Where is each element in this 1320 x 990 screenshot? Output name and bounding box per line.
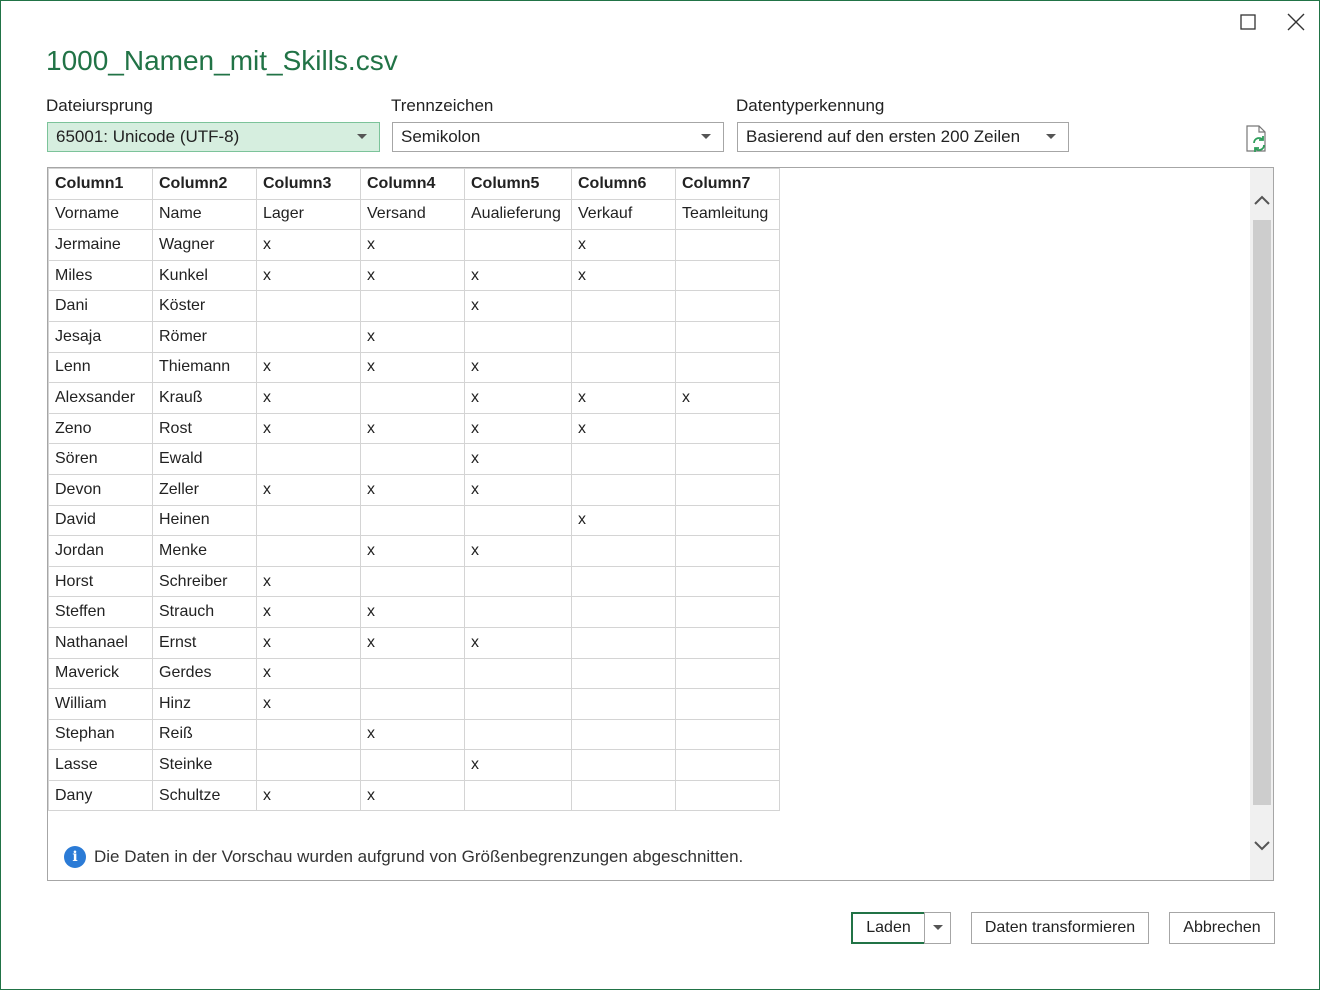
table-cell: x xyxy=(257,627,361,658)
table-cell xyxy=(572,352,676,383)
table-cell: x xyxy=(572,260,676,291)
table-cell: x xyxy=(361,536,465,567)
table-cell xyxy=(465,566,572,597)
table-cell: Horst xyxy=(49,566,153,597)
table-cell: Römer xyxy=(153,321,257,352)
table-cell: Zeller xyxy=(153,474,257,505)
maximize-icon xyxy=(1240,14,1256,30)
table-cell: x xyxy=(361,474,465,505)
table-cell: x xyxy=(361,352,465,383)
table-cell xyxy=(465,689,572,720)
table-cell xyxy=(572,750,676,781)
delimiter-value: Semikolon xyxy=(401,127,481,146)
column-header[interactable]: Column4 xyxy=(361,169,465,200)
table-cell: x xyxy=(257,383,361,414)
table-cell: Heinen xyxy=(153,505,257,536)
chevron-down-icon xyxy=(701,134,711,139)
column-header[interactable]: Column2 xyxy=(153,169,257,200)
refresh-icon[interactable] xyxy=(1245,125,1271,153)
table-cell xyxy=(676,689,780,720)
type-detection-label: Datentyperkennung xyxy=(736,96,885,115)
table-cell xyxy=(572,536,676,567)
table-row xyxy=(49,474,780,505)
table-cell xyxy=(361,689,465,720)
table-cell xyxy=(465,719,572,750)
table-cell xyxy=(676,505,780,536)
close-button[interactable] xyxy=(1283,9,1309,35)
table-cell: x xyxy=(257,352,361,383)
table-row xyxy=(49,780,780,811)
table-cell: Sören xyxy=(49,444,153,475)
table-cell: Rost xyxy=(153,413,257,444)
table-cell: Ewald xyxy=(153,444,257,475)
table-row xyxy=(49,536,780,567)
file-origin-label: Dateiursprung xyxy=(46,96,153,115)
table-row xyxy=(49,627,780,658)
table-cell xyxy=(465,597,572,628)
table-cell: Miles xyxy=(49,260,153,291)
table-cell: x xyxy=(361,413,465,444)
column-header[interactable]: Column5 xyxy=(465,169,572,200)
table-cell: Thiemann xyxy=(153,352,257,383)
table-cell: x xyxy=(572,383,676,414)
table-cell: x xyxy=(465,474,572,505)
table-cell: x xyxy=(257,689,361,720)
table-cell xyxy=(676,627,780,658)
table-row xyxy=(49,413,780,444)
load-options-button[interactable] xyxy=(924,912,951,944)
type-detection-value: Basierend auf den ersten 200 Zeilen xyxy=(746,127,1021,146)
table-cell: x xyxy=(257,474,361,505)
table-cell: x xyxy=(572,230,676,261)
table-cell xyxy=(676,352,780,383)
table-cell: x xyxy=(257,413,361,444)
table-cell: x xyxy=(465,260,572,291)
table-cell xyxy=(465,321,572,352)
file-origin-dropdown[interactable] xyxy=(47,122,380,152)
table-cell: Vorname xyxy=(49,199,153,230)
table-cell xyxy=(572,566,676,597)
table-cell xyxy=(361,291,465,322)
table-cell xyxy=(676,597,780,628)
table-cell: Verkauf xyxy=(572,199,676,230)
table-cell: x xyxy=(361,260,465,291)
table-cell: x xyxy=(361,780,465,811)
preview-table xyxy=(48,168,780,811)
chevron-down-icon xyxy=(357,134,367,139)
table-cell: Menke xyxy=(153,536,257,567)
table-row xyxy=(49,352,780,383)
table-cell xyxy=(676,413,780,444)
table-cell xyxy=(676,719,780,750)
table-cell xyxy=(572,474,676,505)
table-cell: x xyxy=(676,383,780,414)
file-origin-value: 65001: Unicode (UTF-8) xyxy=(56,127,240,146)
truncation-notice xyxy=(64,846,743,868)
header-row xyxy=(49,169,780,200)
table-cell xyxy=(676,780,780,811)
maximize-button[interactable] xyxy=(1235,9,1261,35)
table-cell xyxy=(572,658,676,689)
table-row xyxy=(49,658,780,689)
table-cell: Köster xyxy=(153,291,257,322)
table-cell xyxy=(465,780,572,811)
table-cell: x xyxy=(257,658,361,689)
table-cell xyxy=(361,750,465,781)
table-cell xyxy=(572,597,676,628)
table-cell: x xyxy=(465,750,572,781)
table-cell: Reiß xyxy=(153,719,257,750)
table-cell: Gerdes xyxy=(153,658,257,689)
chevron-down-icon xyxy=(933,925,943,931)
table-cell: x xyxy=(257,597,361,628)
table-row xyxy=(49,199,780,230)
table-cell: Jermaine xyxy=(49,230,153,261)
table-cell xyxy=(676,321,780,352)
table-row xyxy=(49,444,780,475)
table-cell xyxy=(676,536,780,567)
transform-data-button[interactable]: Daten transformieren xyxy=(971,912,1149,944)
cancel-button[interactable]: Abbrechen xyxy=(1169,912,1275,944)
table-cell xyxy=(676,750,780,781)
table-cell: Schultze xyxy=(153,780,257,811)
table-row xyxy=(49,719,780,750)
scroll-up-button[interactable] xyxy=(1253,190,1271,210)
table-cell xyxy=(676,566,780,597)
table-cell xyxy=(572,627,676,658)
table-cell xyxy=(257,291,361,322)
table-cell: x xyxy=(465,413,572,444)
table-cell: x xyxy=(257,230,361,261)
table-cell: Strauch xyxy=(153,597,257,628)
table-cell: x xyxy=(257,260,361,291)
info-icon: i xyxy=(64,846,86,868)
column-header[interactable]: Column6 xyxy=(572,169,676,200)
chevron-up-icon xyxy=(1253,194,1271,206)
table-cell xyxy=(572,719,676,750)
table-cell: Devon xyxy=(49,474,153,505)
table-cell: Schreiber xyxy=(153,566,257,597)
table-cell xyxy=(257,536,361,567)
table-cell xyxy=(572,291,676,322)
table-cell: x xyxy=(465,536,572,567)
table-cell xyxy=(676,658,780,689)
table-cell xyxy=(361,444,465,475)
table-cell: Lenn xyxy=(49,352,153,383)
table-row xyxy=(49,505,780,536)
truncation-text: Die Daten in der Vorschau wurden aufgrund von Größenbegrenzungen abgeschnitten. xyxy=(94,847,744,866)
table-row xyxy=(49,597,780,628)
table-cell xyxy=(361,383,465,414)
delimiter-dropdown[interactable] xyxy=(392,122,724,152)
table-row xyxy=(49,230,780,261)
scroll-down-button[interactable] xyxy=(1253,836,1271,856)
table-cell: x xyxy=(465,352,572,383)
table-cell: Teamleitung xyxy=(676,199,780,230)
table-row xyxy=(49,750,780,781)
table-cell xyxy=(257,505,361,536)
table-cell: x xyxy=(465,444,572,475)
table-cell: Steffen xyxy=(49,597,153,628)
table-cell: Name xyxy=(153,199,257,230)
table-cell: x xyxy=(257,780,361,811)
table-cell: x xyxy=(572,505,676,536)
table-cell xyxy=(572,780,676,811)
table-cell xyxy=(572,321,676,352)
table-cell xyxy=(257,321,361,352)
table-cell xyxy=(676,230,780,261)
table-cell: Versand xyxy=(361,199,465,230)
table-cell: Lasse xyxy=(49,750,153,781)
table-cell: Wagner xyxy=(153,230,257,261)
table-cell xyxy=(361,658,465,689)
table-cell: Stephan xyxy=(49,719,153,750)
table-cell: Krauß xyxy=(153,383,257,414)
delimiter-label: Trennzeichen xyxy=(391,96,494,115)
table-cell: Zeno xyxy=(49,413,153,444)
load-button[interactable]: Laden xyxy=(851,912,926,944)
table-row xyxy=(49,566,780,597)
table-cell: Jesaja xyxy=(49,321,153,352)
table-cell: x xyxy=(361,230,465,261)
table-cell: William xyxy=(49,689,153,720)
table-cell: x xyxy=(572,413,676,444)
table-cell: x xyxy=(361,321,465,352)
table-cell xyxy=(572,689,676,720)
data-preview xyxy=(47,167,1274,881)
table-cell: Lager xyxy=(257,199,361,230)
table-cell: Nathanael xyxy=(49,627,153,658)
table-cell: Steinke xyxy=(153,750,257,781)
table-cell: x xyxy=(361,597,465,628)
table-cell: Dani xyxy=(49,291,153,322)
table-cell xyxy=(676,260,780,291)
table-cell xyxy=(676,291,780,322)
table-row xyxy=(49,689,780,720)
close-icon xyxy=(1287,13,1305,31)
table-cell xyxy=(465,230,572,261)
table-cell: Maverick xyxy=(49,658,153,689)
table-cell xyxy=(257,750,361,781)
table-cell: x xyxy=(361,627,465,658)
table-cell xyxy=(465,658,572,689)
table-cell: Alexsander xyxy=(49,383,153,414)
table-cell: Kunkel xyxy=(153,260,257,291)
table-cell: Hinz xyxy=(153,689,257,720)
table-cell: x xyxy=(465,291,572,322)
column-header[interactable]: Column1 xyxy=(49,169,153,200)
table-cell: David xyxy=(49,505,153,536)
chevron-down-icon xyxy=(1253,840,1271,852)
table-cell: x xyxy=(257,566,361,597)
table-cell: Jordan xyxy=(49,536,153,567)
type-detection-dropdown[interactable] xyxy=(737,122,1069,152)
chevron-down-icon xyxy=(1046,134,1056,139)
table-cell: Aualieferung xyxy=(465,199,572,230)
table-cell xyxy=(257,719,361,750)
table-cell: Ernst xyxy=(153,627,257,658)
scroll-thumb[interactable] xyxy=(1253,220,1271,805)
table-row xyxy=(49,383,780,414)
table-cell xyxy=(676,474,780,505)
table-cell: x xyxy=(465,383,572,414)
table-cell: x xyxy=(361,719,465,750)
table-cell: x xyxy=(465,627,572,658)
table-cell xyxy=(361,505,465,536)
column-header[interactable]: Column7 xyxy=(676,169,780,200)
table-row xyxy=(49,260,780,291)
column-header[interactable]: Column3 xyxy=(257,169,361,200)
table-row xyxy=(49,291,780,322)
table-cell xyxy=(465,505,572,536)
table-cell: Dany xyxy=(49,780,153,811)
table-cell xyxy=(361,566,465,597)
vertical-scrollbar[interactable] xyxy=(1250,168,1274,880)
table-cell xyxy=(572,444,676,475)
table-cell xyxy=(676,444,780,475)
dialog-title: 1000_Namen_mit_Skills.csv xyxy=(46,45,398,76)
table-cell xyxy=(257,444,361,475)
table-row xyxy=(49,321,780,352)
